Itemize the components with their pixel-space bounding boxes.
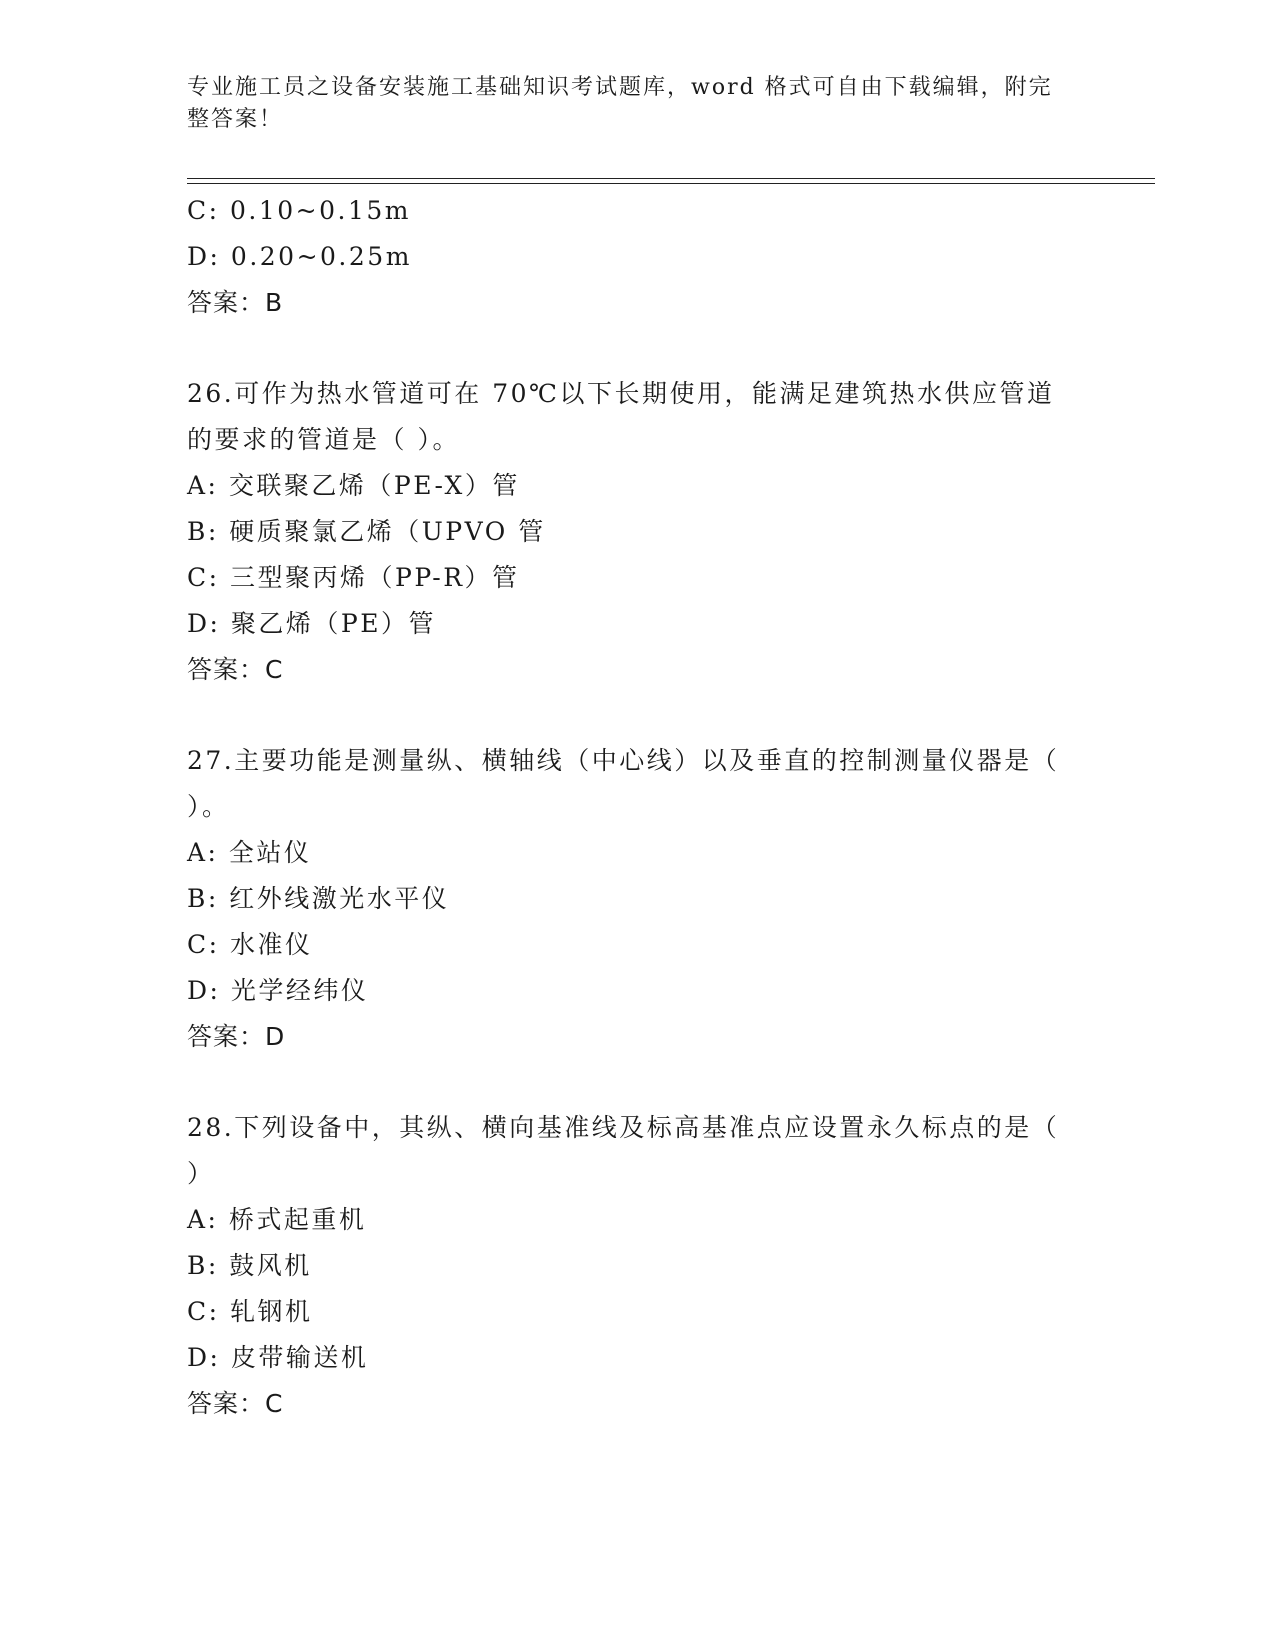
question-list [187,188,1087,1427]
question-27 [187,738,1087,1060]
option-c: C: 水准仪 [187,930,313,959]
question-text: 28.下列设备中，其纵、横向基准线及标高基准点应设置永久标点的是（ ） [187,1113,1060,1188]
option-b: B: 红外线激光水平仪 [187,884,450,913]
answer-line: 答案：B [187,288,284,317]
question-28 [187,1105,1087,1427]
option-a: A: 交联聚乙烯（PE-X）管 [187,471,520,500]
question-fragment [187,188,1087,326]
option-c: C: 轧钢机 [187,1297,313,1326]
option-d: D: 聚乙烯（PE）管 [187,609,436,638]
option-b: B: 硬质聚氯乙烯（UPVO 管 [187,517,546,546]
answer-line: 答案：C [187,1389,284,1418]
answer-line: 答案：D [187,1022,286,1051]
option-d: D: 皮带输送机 [187,1343,369,1372]
option-d: D: 0.20~0.25m [187,242,412,271]
answer-line: 答案：C [187,655,284,684]
option-c: C: 0.10~0.15m [187,196,411,225]
option-b: B: 鼓风机 [187,1251,312,1280]
question-text: 27.主要功能是测量纵、横轴线（中心线）以及垂直的控制测量仪器是（ ）。 [187,746,1060,821]
question-text: 26.可作为热水管道可在 70℃以下长期使用，能满足建筑热水供应管道的要求的管道是（ ）。 [187,379,1055,454]
header-divider-bottom [187,183,1155,184]
option-c: C: 三型聚丙烯（PP-R）管 [187,563,520,592]
document-header: 专业施工员之设备安装施工基础知识考试题库，word 格式可自由下载编辑，附完整答案！ [187,75,1053,132]
option-d: D: 光学经纬仪 [187,976,369,1005]
header-divider-top [187,178,1155,179]
option-a: A: 全站仪 [187,838,312,867]
question-26 [187,371,1087,693]
option-a: A: 桥式起重机 [187,1205,367,1234]
